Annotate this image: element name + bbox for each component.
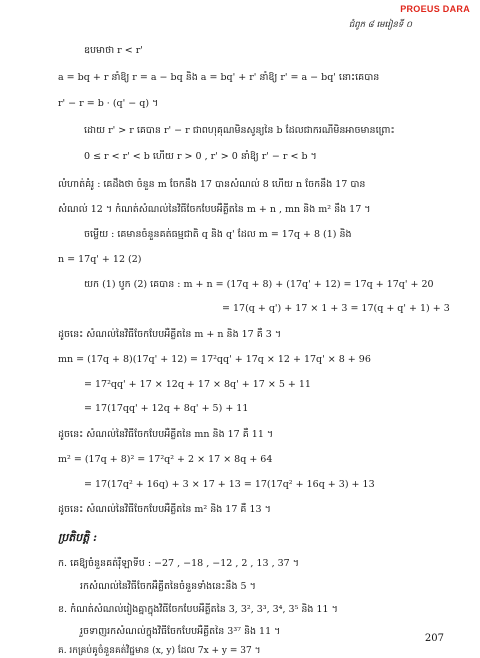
text-line: r' − r = b · (q' − q) ។ bbox=[58, 98, 159, 109]
equation-line: m² = (17q + 8)² = 17²q² + 2 × 17 × 8q + 64 bbox=[58, 454, 273, 465]
equation-line: យក (1) បូក (2) គេបាន : m + n = (17q + 8) + (17q' + 12) = 17q + 17q' + 20 bbox=[84, 279, 434, 290]
text-line: ឧបមាថា r < r' bbox=[84, 45, 143, 56]
text-line: ដោយ r' > r គេបាន r' − r ជាពហុគុណមិនសូន្យនៃ b ដែលជាករណីមិនអាចមានព្រោះ bbox=[84, 125, 395, 136]
exercise-item: ក. គេឱ្យចំនួនគត់រ៉ឺឡាទីប : −27 , −18 , −12 , 2 , 13 , 37 ។ bbox=[58, 558, 299, 569]
conclusion-line: ដូចនេះ សំណល់នៃវិធីចែកបែបអឺគ្លីតនៃ mn និង 17 គឺ 11 ។ bbox=[58, 429, 274, 440]
exercise-item: ខ. កំណត់សំណល់រៀងគ្នាក្នុងវិធីចែកបែបអឺគ្លីតនៃ 3, 3², 3³, 3⁴, 3⁵ និង 11 ។ bbox=[58, 604, 338, 615]
page-number: 207 bbox=[424, 633, 444, 644]
solution-heading: ចម្លើយ : គេមានចំនួនគត់ធម្មជាតិ q និង q' ដែល m = 17q + 8 (1) និង bbox=[84, 229, 352, 240]
exercise-heading: ប្រតិបត្តិ : bbox=[58, 531, 98, 544]
brand-watermark: PROEUS DARA bbox=[400, 4, 470, 14]
conclusion-line: ដូចនេះ សំណល់នៃវិធីចែកបែបអឺគ្លីតនៃ m² និង 17 គឺ 13 ។ bbox=[58, 504, 271, 515]
equation-line: = 17(q + q') + 17 × 1 + 3 = 17(q + q' + 1) + 3 bbox=[222, 303, 450, 314]
exercise-item: រកសំណល់នៃវិធីចែកអឺគ្លីតនៃចំនួនទាំងនេះនឹង 5 ។ bbox=[80, 581, 256, 592]
conclusion-line: ដូចនេះ សំណល់នៃវិធីចែកបែបអឺគ្លីតនៃ m + n និង 17 គឺ 3 ។ bbox=[58, 329, 282, 340]
equation-line: n = 17q' + 12 (2) bbox=[58, 254, 142, 265]
equation-line: = 17²qq' + 17 × 12q + 17 × 8q' + 17 × 5 + 11 bbox=[84, 379, 311, 390]
text-line: a = bq + r នាំឱ្យ r = a − bq និង a = bq' + r' នាំឱ្យ r' = a − bq' នោះគេបាន bbox=[58, 72, 380, 83]
example-heading: លំហាត់គំរូ : គេដឹងថា ចំនួន m ចែកនឹង 17 បានសំណល់ 8 ហើយ n ចែកនឹង 17 បាន bbox=[58, 179, 366, 190]
equation-line: = 17(17qq' + 12q + 8q' + 5) + 11 bbox=[84, 403, 249, 414]
exercise-item: គ. រកគ្រប់គូចំនួនគត់វិជ្ជមាន (x, y) ដែល 7x + y = 37 ។ bbox=[58, 646, 261, 656]
text-line: 0 ≤ r < r' < b ហើយ r > 0 , r' > 0 នាំឱ្យ r' − r < b ។ bbox=[84, 151, 317, 162]
equation-line: = 17(17q² + 16q) + 3 × 17 + 13 = 17(17q² + 16q + 3) + 13 bbox=[84, 479, 375, 490]
exercise-item: រួចទាញរកសំណល់ក្នុងវិធីចែកបែបអឺគ្លីតនៃ 3³⁷ និង 11 ។ bbox=[80, 626, 281, 637]
equation-line: mn = (17q + 8)(17q' + 12) = 17²qq' + 17q × 12 + 17q' × 8 + 96 bbox=[58, 354, 371, 365]
running-head: ជំពូក ៨ មេរៀនទី ០ bbox=[348, 20, 412, 30]
text-line: សំណល់ 12 ។ កំណត់សំណល់នៃវិធីចែកបែបអឺគ្លីតនៃ m + n , mn និង m² នឹង 17 ។ bbox=[58, 204, 371, 215]
